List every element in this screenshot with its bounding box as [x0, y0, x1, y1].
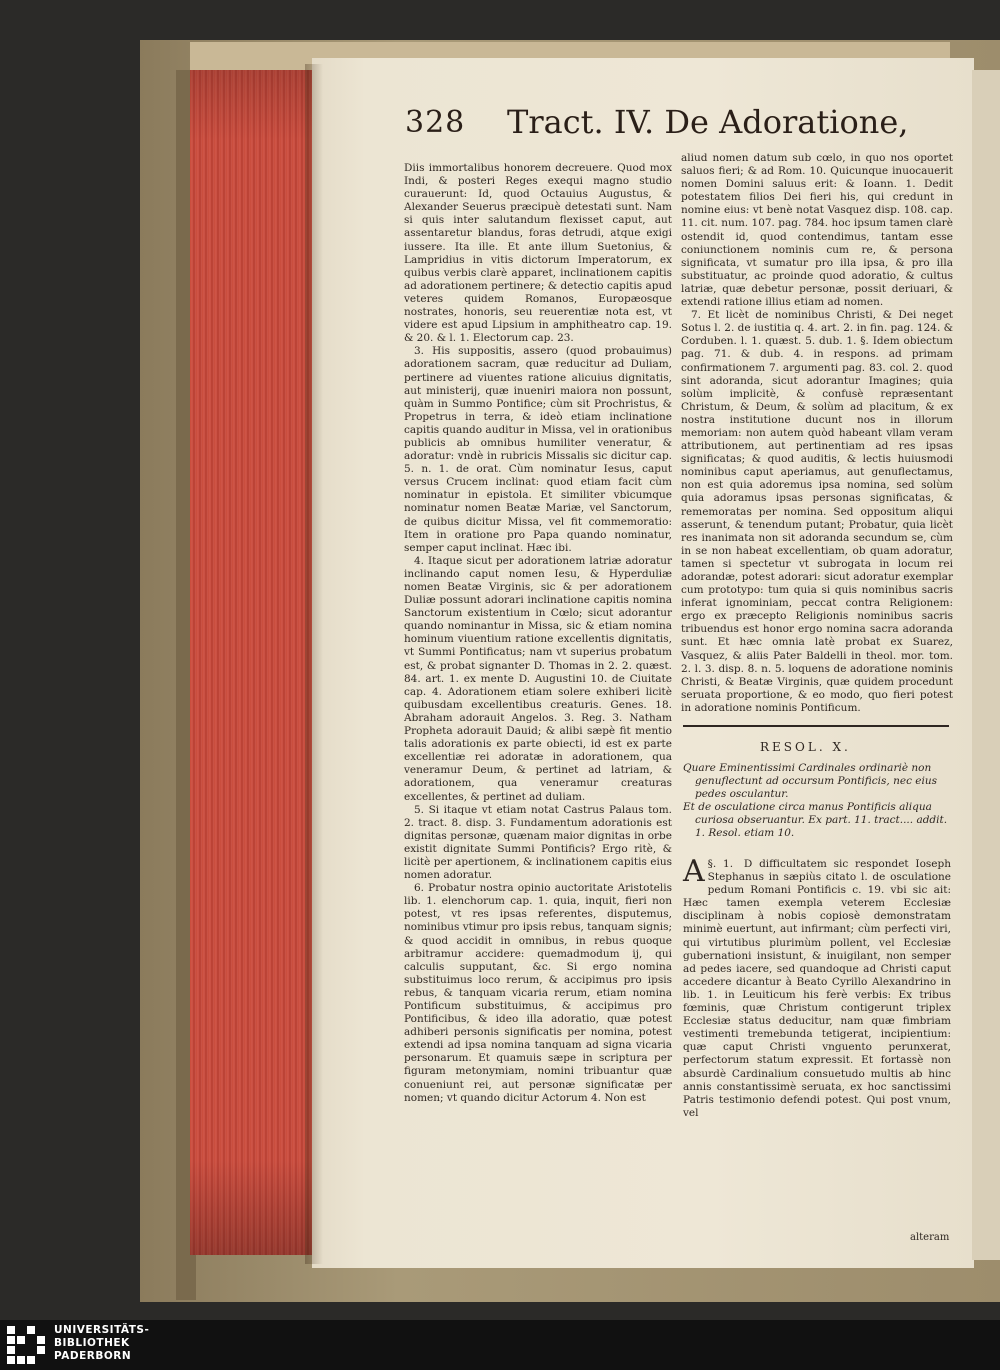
- resolution-heading: RESOL. X.: [760, 740, 851, 754]
- right-text-column: [681, 152, 953, 715]
- section-1-text: [683, 854, 951, 1120]
- section-mark: §. 1.: [707, 858, 734, 870]
- left-paragraph-3: 4. Itaque sicut per adorationem latriæ adoratur inclinando caput nomen Iesu, & Hyperduliæ nomen Beatæ Virginis, sic & per adorationem Duliæ possunt adorari inclinatione capitis nomina Sanctorum existentium in Cœlo; sicut adorantur quando nominantur in Missa, sic & etiam nomina hominum viuentium ratione excellentis dignitatis, vt Summi Pontificatus; nam vt superius probatum est, & probat signanter D. Thomas in 2. 2. quæst. 84. art. 1. ex mente D. Augustini 10. de Ciuitate cap. 4. Adorationem etiam solere exhiberi licitè quibusdam excellentibus creaturis. Genes. 18. Abraham adorauit Angelos. 3. Reg. 3. Natham Propheta adorauit Dauid; & alibi sæpè fit mentio talis adorationis ex parte obiecti, id est ex parte excellentiæ rei adoratæ in adorationem, qua veneramur Deum, & pertinet ad latriam, & adorationem, qua veneramur creaturas excellentes, & pertinet ad duliam.: [404, 554, 672, 803]
- library-logo-icon: [7, 1326, 47, 1364]
- library-name-line-3: PADERBORN: [54, 1350, 132, 1362]
- library-name-line-1: UNIVERSITÄTS-: [54, 1324, 150, 1336]
- red-edge-shade: [190, 70, 312, 1255]
- section-1-body: D difficultatem sic respondet Ioseph Stephanus in sæpiùs citato l. de osculatione pedum Romani Pontificis c. 19. vbi sic ait: Hæc tamen exempla veterem Ecclesiæ disciplinam à nobis copiosè demonstratam minimè euertunt, aut infirmant; cùm perfecti viri, qui virtutibus plurimùm pollent, vel Ecclesiæ gubernationi insistunt, & inuigilant, non semper ad pedes iacere, sed quandoque ad Christi caput accedere dicantur à Beato Cyrillo Alexandrino in lib. 1. in Leuiticum his ferè verbis: Ex tribus fœminis, quæ Christum contigerunt triplex Ecclesiæ status deducitur, nam quæ fimbriam vestimenti tremebunda tetigerat, incipientium: quæ caput Christi vnguento perunxerat, perfectorum statum expressit. Et fortassè non absurdè Cardinalium consuetudo multis ab hinc annis constantissimè seruata, ex hoc sanctissimi Patris testimonio defendi potest. Qui post vnum, vel: [683, 858, 951, 1119]
- catchword: alteram: [910, 1232, 950, 1243]
- left-paragraph-4: 5. Si itaque vt etiam notat Castrus Palaus tom. 2. tract. 8. disp. 3. Fundamentum adorationis est dignitas personæ, quænam maior dignitas in orbe existit dignitate Summi Pontificis? Ergo ritè, & licitè per apertionem, & inclinationem capitis eius nomen adoratur.: [404, 803, 672, 882]
- summary-line-1: Quare Eminentissimi Cardinales ordinariè non genuflectunt ad occursum Pontificis, nec eius pedes osculantur.: [683, 762, 938, 800]
- right-paragraph-1: aliud nomen datum sub cœlo, in quo nos oportet saluos fieri; & ad Rom. 10. Quicunque inuocauerit nomen Domini saluus erit: & Ioann. 1. Dedit potestatem filios Dei fieri his, qui credunt in nomine eius: vt benè notat Vasquez disp. 108. cap. 11. cit. num. 107. pag. 784. hoc ipsum tamen clarè ostendit id, quod contendimus, tantam esse coniunctionem nominis cum re, & persona significata, vt sumatur pro illa ipsa, & pro illa substituatur, ac proinde quod adoratio, & cultus latriæ, quæ debetur personæ, possit deriuari, & extendi ratione illius etiam ad nomen.: [681, 152, 953, 309]
- left-paragraph-5: 6. Probatur nostra opinio auctoritate Aristotelis lib. 1. elenchorum cap. 1. quia, inquit, fieri non potest, vt res ipsas referentes, disputemus, nominibus vtimur pro ipsis rebus, tanquam signis; & quod accidit in omnibus, in rebus quoque arbitramur accidere: quemadmodum ij, qui calculis supputant, &c. Si ergo nomina substituimus loco rerum, & accipimus pro ipsis rebus, & tanquam vicaria rerum, etiam nomina Pontificum substituimus, & accipimus pro Pontificibus, & ideo illa adoratio, quæ potest adhiberi personis significatis per nomina, potest extendi ad ipsa nomina tanquam ad signa vicaria personarum. Et quamuis sæpe in scriptura per figuram metonymiam, nomini tribuantur quæ conueniunt rei, aut personæ significatæ per nomen; vt quando dicitur Actorum 4. Non est: [404, 882, 672, 1104]
- facing-page-edge: [972, 70, 1000, 1260]
- summary-line-2: Et de osculatione circa manus Pontificis aliqua curiosa obseruantur. Ex part. 11. tract.... addit. 1. Resol. etiam 10.: [683, 801, 948, 839]
- right-paragraph-2: 7. Et licèt de nominibus Christi, & Dei neget Sotus l. 2. de iustitia q. 4. art. 2. in fin. pag. 124. & Corduben. l. 1. quæst. 5. dub. 1. §. Idem obiectum pag. 71. & dub. 4. in respons. ad primam confirmationem 7. argumenti pag. 83. col. 2. quod sint adoranda, sicut adorantur Imagines; quia solùm implicitè, & confusè repræsentant Christum, & Deum, & solùm ad placitum, & ex nostra institutione ducunt nos in illorum memoriam: non autem quòd habeant vllam veram attributionem, aut pertinentiam ad res ipsas significatas; & quod auditis, & lectis huiusmodi nominibus caput aperiamus, aut genuflectamus, non est quia adoremus ipsa nomina, sed solùm quia adoramus ipsas personas significatas, & rememoratas per nomina. Sed oppositum aliqui asserunt, & tenendum putant; Probatur, quia licèt res inanimata non sit adoranda secundum se, cùm in se non habeat excellentiam, ob quam adoratur, tamen si spectetur vt subrogata in locum rei adorandæ, potest adorari: sicut adoratur exemplar cum prototypo: tum quia si quis nominibus sacris inferat ignominiam, peccat contra Religionem: ergo ex præcepto Religionis nominibus sacris tribuendus est honor ergo nomina sacra adoranda sunt. Et hæc omnia latè probat ex Suarez, Vasquez, & aliis Pater Baldelli in theol. mor. tom. 2. l. 3. disp. 8. n. 5. loquens de adoratione nominis Christi, & Beatæ Virginis, quæ quidem procedunt seruata proportione, & eo modo, quo fieri potest in adoratione nominis Pontificum.: [681, 309, 953, 714]
- library-name: [54, 1324, 149, 1363]
- resolution-summary: [683, 762, 951, 840]
- drop-initial: A: [683, 854, 705, 889]
- page-number: 328: [405, 105, 466, 140]
- page-header: [405, 103, 965, 143]
- left-paragraph-2: 3. His suppositis, assero (quod probauimus) adorationem sacram, quæ reducitur ad Duliam, pertinere ad viuentes ratione alicuius dignitatis, aut ministerij, quæ inueniri maiora non possunt, quàm in Summo Pontifice; cùm sit Prochristus, & Propetrus in terra, & ideò etiam inclinatione capitis quando auditur in Missa, vel in orationibus publicis ab omnibus humiliter veneratur, & adoratur: vndè in rubricis Missalis sic dicitur cap. 5. n. 1. de orat. Cùm nominatur Iesus, caput versus Crucem inclinat: quod etiam facit cùm nominatur in epistola. Et similiter vbicumque nominatur nomen Beatæ Mariæ, vel Sanctorum, de quibus dicitur Missa, vel fit commemoratio: Item in oratione pro Papa quando nominatur, semper caput inclinat. Hæc ibi.: [404, 345, 672, 554]
- left-text-column: [404, 162, 672, 1105]
- left-paragraph-1: Diis immortalibus honorem decreuere. Quod mox Indi, & posteri Reges exequi magno studio curauerunt: Id, quod Octauius Augustus, & Alexander Seuerus præcipuè detestati sunt. Nam si quis inter salutandum flexisset caput, aut assentaretur blandus, foras detrudi, atque exigi iussere. Ita ille. Et ante illum Suetonius, & Lampridius in vitis dictorum Imperatorum, ex quibus verbis clarè apparet, inclinationem capitis ad adorationem pertinere; & detectio capitis apud veteres quidem Romanos, Europæosque nostrates, honoris, seu reuerentiæ nota est, vt videre est apud Lipsium in amphitheatro cap. 19. & 20. & l. 1. Electorum cap. 23.: [404, 162, 672, 345]
- library-name-line-2: BIBLIOTHEK: [54, 1337, 130, 1349]
- running-title: Tract. IV. De Adoratione,: [507, 103, 909, 141]
- section-rule: [683, 725, 949, 727]
- page-gutter-shadow: [305, 64, 323, 1264]
- footer-bar: [0, 1320, 1000, 1370]
